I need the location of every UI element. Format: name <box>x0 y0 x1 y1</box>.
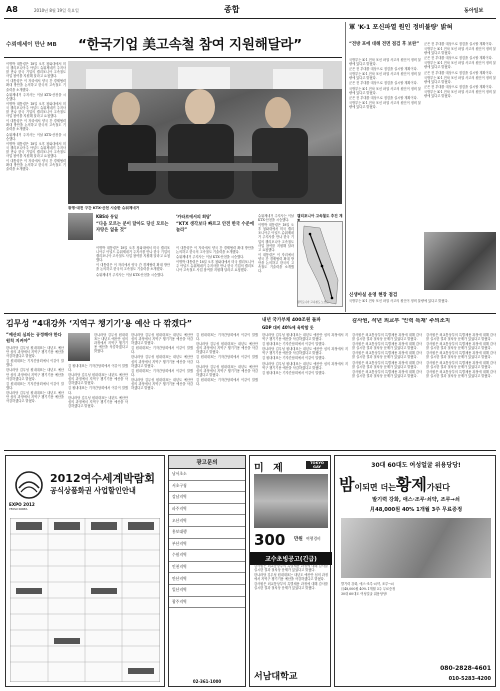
classified-row[interactable] <box>169 585 245 597</box>
misc-photo <box>254 474 328 528</box>
health-big-mid: 이되면 더는 <box>354 483 396 492</box>
mid-left-col1 <box>6 346 64 446</box>
right-caption-body <box>349 299 495 313</box>
classified-phone[interactable]: 02-361-1000 <box>192 679 222 684</box>
right-body-col2-p3: 군은 전 부대를 대상으로 점검을 실시할 계획이다. <box>424 56 493 61</box>
right-photo <box>424 232 496 290</box>
mid-right-col2-p1: 감사원은 외교통상부의 특별채용 과정에 대해 감사를 실시한 결과 절차상 문제가 있었다고 밝혔다. <box>426 333 496 342</box>
lead-body-col3-p1: 이 대통령은 이 자리에서 양국 간 경제협력 확대 방안을 논의하고 한국의 고속철도 기술력을 소개했다. <box>176 246 254 255</box>
classified-row[interactable] <box>169 527 245 539</box>
classified-ads[interactable] <box>168 455 246 687</box>
expo-logo-sub: YEOSU KOREA <box>9 508 28 511</box>
mid-right-col2-p3: 감사원은 외교통상부의 특별채용 과정에 대해 감사를 실시한 결과 절차상 문제가 있었다고 밝혔다. <box>426 351 496 360</box>
lead-body-p1-repeat: 이명박 대통령은 18일 오후 청와대에서 미국 캘리포니아주 아널드 슈워제네거 주지사를 만나 한국 기업의 캘리포니아 고속철도 사업 참여를 지원해 달라고 요청했다. <box>6 101 66 119</box>
quote-1: “다음 모르는 분이 달아도 당신 모르는 자랑은 없을 것” <box>96 222 169 233</box>
mid-right-headline: 감사원, 작년 외교부 '인력 특채' 주의조치 <box>352 318 451 324</box>
portrait-photo <box>68 213 93 240</box>
right-body-col1-p1: 국방부는 K-1 전차 포신 파열 사고의 원인이 정비 불량에 있다고 밝혔다. <box>349 58 421 67</box>
health-photo <box>341 518 491 578</box>
train-interior-illustration <box>68 61 342 204</box>
health-phone[interactable]: 080-2828-4601 <box>440 665 491 672</box>
misc-school: 서남대학교 <box>254 672 298 682</box>
health-price: 月48,000원 40% 1개월 3주 무료증정 <box>369 507 463 513</box>
right-body-col2-p7: 군은 전 부대를 대상으로 점검을 실시할 계획이다. <box>424 84 493 89</box>
right-headline: 軍 'K-1 포신파열 원인 정비불량' 밝혀 <box>349 24 453 31</box>
misc-title: 미 제 <box>254 463 286 474</box>
lead-body-col2 <box>96 246 170 308</box>
misc-price: 300 <box>254 531 286 549</box>
mid-left-col3-p1: 한나라당 김무성 원내대표는 내년도 예산안 심의 과정에서 지역구 챙기기용 예산을 삭감하겠다고 밝혔다. <box>94 333 128 354</box>
classified-row[interactable] <box>169 469 245 481</box>
mid-left-col5 <box>196 333 258 446</box>
mid-mid-body-p6: 김 원내대표는 기자간담회에서 이같이 말했다. <box>262 370 326 375</box>
classified-row[interactable] <box>169 481 245 493</box>
health-body <box>341 582 491 658</box>
lead-headline: “한국기업 美고속철 참여 지원해달라” <box>78 37 302 53</box>
lead-body-col2-p2: 이 대통령은 이 자리에서 양국 간 경제협력 확대 방안을 논의하고 한국의 고속철도 기술력을 소개했다. <box>96 263 170 272</box>
classified-row-label: 오산지역 <box>172 517 187 523</box>
lead-body-p3: 슈워제네거 주지사는 이날 KTX-산천을 시승했다. <box>6 92 66 101</box>
right-subhead: “전방 포에 대해 전면 점검 후 보완” <box>349 42 420 47</box>
classified-row-label: 수원지역 <box>172 552 187 558</box>
misc-ad[interactable] <box>249 455 331 687</box>
mid-left-col4-p4: 김 원내대표는 기자간담회에서 이같이 말했다. <box>131 368 193 377</box>
quote-2: “KTX 생각보다 빠르고 안전 한국 수준에 놀라” <box>176 222 254 233</box>
mid-left-col5-p2: 한나라당 김무성 원내대표는 내년도 예산안 심의 과정에서 지역구 챙기기용 예산을 삭감하겠다고 밝혔다. <box>196 342 258 355</box>
mid-left-col4-p3: 한나라당 김무성 원내대표는 내년도 예산안 심의 과정에서 지역구 챙기기용 예산을 삭감하겠다고 밝혔다. <box>131 355 193 368</box>
health-top: 30대 60대도 여성얼굴 위용당당! <box>371 462 461 469</box>
classified-row[interactable] <box>169 492 245 504</box>
lead-body-p2-repeat2: 이 대통령은 이 자리에서 양국 간 경제협력 확대 방안을 논의하고 한국의 고속철도 기술력을 소개했다. <box>6 159 66 172</box>
classified-row-label: 남서초소 <box>172 471 187 477</box>
mid-left-portrait <box>68 333 90 361</box>
mid-right-col2 <box>426 333 496 446</box>
right-body-col2-p6: 국방부는 K-1 전차 포신 파열 사고의 원인이 정비 불량에 있다고 밝혔다. <box>424 75 496 84</box>
misc-price-note: 여행경비 <box>306 536 321 541</box>
map-title: 캘리포니아 고속철도 추진 계 <box>297 214 343 218</box>
mid-mid-body-p3: 한나라당 김무성 원내대표는 내년도 예산안 심의 과정에서 지역구 챙기기용 예산을 삭감하겠다고 밝혔다. <box>262 347 348 356</box>
quote-box-1 <box>96 222 170 244</box>
page-number: A8 <box>6 5 18 14</box>
expo-logo-text: EXPO 2012 <box>9 502 35 507</box>
mid-left-col4-p2: 김 원내대표는 기자간담회에서 이같이 말했다. <box>131 346 193 355</box>
lead-body-col4 <box>258 214 294 308</box>
mid-left-headline: 김무성 “4대강外 ‘지역구 챙기기’용 예산 다 깎겠다” <box>6 319 192 328</box>
right-body-col2-p4: 국방부는 K-1 전차 포신 파열 사고의 원인이 정비 불량에 있다고 밝혔다. <box>424 61 496 70</box>
classified-row-label: 광주지역 <box>172 598 187 604</box>
lead-kicker: 수뢰예세이 만난 MB <box>6 42 57 48</box>
route-map-illustration <box>298 222 344 308</box>
right-body-col1-p2-repeat: 군은 전 부대를 대상으로 점검을 실시할 계획이다. <box>349 81 418 86</box>
expo-product-grid <box>10 518 160 682</box>
lead-body-col4-p1: 슈워제네거 주지사는 이날 KTX-산천을 시승했다. <box>258 214 294 223</box>
classified-row-label: 부산지역 <box>172 540 187 546</box>
right-body-col2-p1: 군은 전 부대를 대상으로 점검을 실시할 계획이다. <box>424 42 493 46</box>
lead-body-col4-p3: 이 대통령은 이 자리에서 양국 간 경제협력 확대 방안을 논의하고 한국의 고속철도 기술력을 소개했다. <box>258 252 294 274</box>
mid-left-col2-p1: 김 원내대표는 기자간담회에서 이같이 말했다. <box>68 364 128 373</box>
classified-rows <box>169 469 245 608</box>
california-map <box>297 221 343 307</box>
classified-row-label: 파주지역 <box>172 506 187 512</box>
mid-right-col1-p1: 감사원은 외교통상부의 특별채용 과정에 대해 감사를 실시한 결과 절차상 문제가 있었다고 밝혔다. <box>352 333 422 342</box>
box-title: KBS와 동일 <box>96 214 119 219</box>
lead-body-col2-p3: 슈워제네거 주지사는 이날 KTX-산천을 시승했다. <box>96 272 165 277</box>
right-body-col1-p1-repeat2: 국방부는 K-1 전차 포신 파열 사고의 원인이 정비 불량에 있다고 밝혔다. <box>349 86 421 95</box>
classified-row-label: 서초구청 <box>172 482 187 488</box>
mid-rule <box>4 313 496 314</box>
mid-right-col2-p5: 감사원은 외교통상부의 특별채용 과정에 대해 감사를 실시한 결과 절차상 문제가 있었다고 밝혔다. <box>426 369 496 378</box>
lead-body-p1: 이명박 대통령은 18일 오후 청와대에서 미국 캘리포니아주 아널드 슈워제네거 주지사를 만나 한국 기업의 캘리포니아 고속철도 사업 참여를 지원해 달라고 요청했다. <box>6 62 66 79</box>
lead-body-col3-p2: 슈워제네거 주지사는 이날 KTX-산천을 시승했다. <box>176 255 245 260</box>
classified-row[interactable] <box>169 515 245 527</box>
lead-headline-rule <box>4 57 342 58</box>
mid-mid-subhead: GDP 대비 40%에 육박할 듯 <box>262 325 314 330</box>
expo-product-table <box>10 518 160 682</box>
mid-left-col1-p5: 한나라당 김무성 원내대표는 내년도 예산안 심의 과정에서 지역구 챙기기용 예산을 삭감하겠다고 밝혔다. <box>6 390 64 404</box>
expo-title-2: 공식상품화권 사업할인안내 <box>50 486 136 495</box>
mid-right-col1-p4: 감사원은 외교통상부의 특별채용 과정에 대해 감사를 실시한 결과 절차상 문제가 있었다고 밝혔다. <box>352 360 422 369</box>
mid-mid-body-p2: 김 원내대표는 기자간담회에서 이같이 말했다. <box>262 342 326 347</box>
misc-sub: TOKYO GAY <box>306 461 328 469</box>
classified-head: 광고문의 <box>169 456 245 469</box>
health-sub: 발기력 강화, 애스·조루·쇠약, 조루→쇠 <box>372 497 460 503</box>
classified-row-label: 일산지역 <box>172 587 187 593</box>
mid-left-col4-p5: 한나라당 김무성 원내대표는 내년도 예산안 심의 과정에서 지역구 챙기기용 예산을 삭감하겠다고 밝혔다. <box>131 377 193 391</box>
mid-mid-headline: 내년 국가부채 400조원 돌파 <box>262 318 321 323</box>
issue-date: 2010년 8월 19일 목요일 <box>34 8 79 13</box>
misc-body-p2: 한나라당 김무성 원내대표는 내년도 예산안 심의 과정에서 지역구 챙기기용 예산을 삭감하겠다고 밝혔다. <box>254 573 328 582</box>
header-rule <box>4 18 496 19</box>
mid-left-col1-p4: 김 원내대표는 기자간담회에서 이같이 말했다. <box>6 381 64 390</box>
lead-body-col3 <box>176 246 254 308</box>
health-body-p3: 30대 60대도 여성얼굴 위용당당! <box>341 592 388 597</box>
classified-row-label: 홍보대행 <box>172 529 187 535</box>
misc-body-p3: 감사원은 외교통상부의 특별채용 과정에 대해 감사를 실시한 결과 절차상 문제가 있었다고 밝혔다. <box>254 582 328 591</box>
right-body-col1-p2: 군은 전 부대를 대상으로 점검을 실시할 계획이다. <box>349 67 418 72</box>
quote-box-2 <box>176 222 254 244</box>
paper-name: 동아일보 <box>464 8 484 14</box>
health-big-suffix: 황제 <box>395 475 427 494</box>
mid-left-col5-p3: 김 원내대표는 기자간담회에서 이같이 말했다. <box>196 355 258 364</box>
health-tel[interactable]: 010-5283-4200 <box>448 676 491 682</box>
right-body-col1-p1-repeat3: 국방부는 K-1 전차 포신 파열 사고의 원인이 정비 불량에 있다고 밝혔다. <box>349 100 421 109</box>
classified-row-label: 강남지역 <box>172 494 187 500</box>
right-caption-body-p1: 국방부는 K-1 전차 포신 파열 사고의 원인이 정비 불량에 있다고 밝혔다. <box>349 299 449 303</box>
classified-row[interactable] <box>169 539 245 551</box>
ad-top-rule <box>4 450 496 451</box>
misc-body-p1: 감사원은 외교통상부의 특별채용 과정에 대해 감사를 실시한 결과 절차상 문제가 있었다고 밝혔다. <box>254 564 328 573</box>
right-body-col1-p1-repeat: 국방부는 K-1 전차 포신 파열 사고의 원인이 정비 불량에 있다고 밝혔다. <box>349 72 421 81</box>
lead-body-p2: 이 대통령은 이 자리에서 양국 간 경제협력 확대 방안을 논의하고 한국의 고속철도 기술력을 소개했다. <box>6 79 66 92</box>
section-title: 종합 <box>224 5 240 14</box>
lead-body <box>6 62 66 240</box>
expo-title-1: 2012여수세계박람회 <box>50 472 155 485</box>
mid-left-col1-p3: 한나라당 김무성 원내대표는 내년도 예산안 심의 과정에서 지역구 챙기기용 예산을 삭감하겠다고 밝혔다. <box>6 368 64 381</box>
lead-photo-caption: 광명-대전 구간 KTX-산천 시승한 슈워제네거 <box>68 206 140 210</box>
mid-left-col5-p1: 김 원내대표는 기자간담회에서 이같이 말했다. <box>196 333 258 342</box>
lead-body-col4-p2: 이명박 대통령은 18일 오후 청와대에서 미국 캘리포니아주 아널드 슈워제네거 주지사를 만나 한국 기업의 캘리포니아 고속철도 사업 참여를 지원해 달라고 요청했다. <box>258 223 294 252</box>
mid-right-col1-p5: 감사원은 외교통상부의 특별채용 과정에 대해 감사를 실시한 결과 절차상 문제가 있었다고 밝혔다. <box>352 369 422 378</box>
mid-right-col1 <box>352 333 422 446</box>
mid-left-col5-p5: 김 원내대표는 기자간담회에서 이같이 말했다. <box>196 377 258 387</box>
classified-row[interactable] <box>169 550 245 562</box>
right-body-col1 <box>349 58 421 230</box>
mid-left-col2-p4: 한나라당 김무성 원내대표는 내년도 예산안 심의 과정에서 지역구 챙기기용 예산을 삭감하겠다고 밝혔다. <box>68 395 128 408</box>
right-body-col2-p8: 국방부는 K-1 전차 포신 파열 사고의 원인이 정비 불량에 있다고 밝혔다. <box>424 89 496 99</box>
health-big-line <box>339 472 493 495</box>
mid-right-col1-p2: 감사원은 외교통상부의 특별채용 과정에 대해 감사를 실시한 결과 절차상 문제가 있었다고 밝혔다. <box>352 342 422 351</box>
mid-mid-body-p4: 김 원내대표는 기자간담회에서 이같이 말했다. <box>262 356 326 361</box>
map-note: 캘리포니아 고속철도 노선도 <box>297 301 329 304</box>
mid-left-col2 <box>68 364 128 446</box>
mid-left-col1-p2: 김 원내대표는 기자간담회에서 이같이 말했다. <box>6 359 64 368</box>
lead-body-p3-repeat: 슈워제네거 주지사는 이날 KTX-산천을 시승했다. <box>6 132 66 141</box>
classified-row[interactable] <box>169 504 245 516</box>
mid-left-col4 <box>131 333 193 446</box>
mid-mid-body <box>262 333 348 446</box>
health-big-prefix: 밤 <box>339 475 355 494</box>
mid-left-col4-p1: 한나라당 김무성 원내대표는 내년도 예산안 심의 과정에서 지역구 챙기기용 예산을 삭감하겠다고 밝혔다. <box>131 333 193 346</box>
health-body-p2: 月48,000원 40% 1개월 3주 무료증정 <box>341 587 396 592</box>
health-ad[interactable] <box>334 455 496 687</box>
mid-left-subhead: “예산의 심의는 공정해야 한다 원칙 지켜야” <box>6 332 62 343</box>
lead-body-p2-repeat: 이 대통령은 이 자리에서 양국 간 경제협력 확대 방안을 논의하고 한국의 고속철도 기술력을 소개했다. <box>6 119 66 132</box>
lead-photo <box>68 61 342 204</box>
column-divider <box>345 22 346 312</box>
classified-row[interactable] <box>169 597 245 609</box>
classified-row-label: 안산지역 <box>172 575 187 581</box>
expo-logo-icon <box>14 470 44 500</box>
mid-right-col1-p3: 감사원은 외교통상부의 특별채용 과정에 대해 감사를 실시한 결과 절차상 문제가 있었다고 밝혔다. <box>352 351 422 360</box>
mid-left-col3 <box>94 333 128 363</box>
lead-body-p1-repeat2: 이명박 대통령은 18일 오후 청와대에서 미국 캘리포니아주 아널드 슈워제네거 주지사를 만나 한국 기업의 캘리포니아 고속철도 사업 참여를 지원해 달라고 요청했다. <box>6 141 66 158</box>
right-body-col2 <box>424 42 496 230</box>
mid-right-col2-p4: 감사원은 외교통상부의 특별채용 과정에 대해 감사를 실시한 결과 절차상 문제가 있었다고 밝혔다. <box>426 360 496 369</box>
health-body-p1: 발기력 강화, 애스·조루·쇠약, 조루→쇠 <box>341 582 394 586</box>
right-body-col2-p2: 국방부는 K-1 전차 포신 파열 사고의 원인이 정비 불량에 있다고 밝혔다. <box>424 47 496 56</box>
lead-body-col2-p1: 이명박 대통령은 18일 오후 청와대에서 미국 캘리포니아주 아널드 슈워제네거 주지사를 만나 한국 기업의 캘리포니아 고속철도 사업 참여를 지원해 달라고 요청했다. <box>96 246 170 263</box>
expo-ad[interactable] <box>5 455 165 687</box>
mid-mid-body-p1: 한나라당 김무성 원내대표는 내년도 예산안 심의 과정에서 지역구 챙기기용 예산을 삭감하겠다고 밝혔다. <box>262 333 348 342</box>
right-body-col2-p5: 군은 전 부대를 대상으로 점검을 실시할 계획이다. <box>424 70 493 75</box>
mid-left-col2-p2: 한나라당 김무성 원내대표는 내년도 예산안 심의 과정에서 지역구 챙기기용 예산을 삭감하겠다고 밝혔다. <box>68 373 128 386</box>
right-photo-caption: 신생아실 운영 현장 점검 <box>349 293 398 298</box>
mid-left-col2-p3: 김 원내대표는 기자간담회에서 이같이 말했다. <box>68 386 128 395</box>
misc-banner: 교수초빙공고(긴급) <box>250 552 332 565</box>
right-body-col1-p2-repeat2: 군은 전 부대를 대상으로 점검을 실시할 계획이다. <box>349 95 418 100</box>
classified-row[interactable] <box>169 562 245 574</box>
lead-body-col3-p3: 이명박 대통령은 18일 오후 청와대에서 미국 캘리포니아주 아널드 슈워제네거 주지사를 만나 한국 기업의 캘리포니아 고속철도 사업 참여를 지원해 달라고 요청했다. <box>176 260 254 273</box>
mid-left-col1-p1: 한나라당 김무성 원내대표는 내년도 예산안 심의 과정에서 지역구 챙기기용 예산을 삭감하겠다고 밝혔다. <box>6 346 64 359</box>
mid-right-col2-p2: 감사원은 외교통상부의 특별채용 과정에 대해 감사를 실시한 결과 절차상 문제가 있었다고 밝혔다. <box>426 342 496 351</box>
classified-row[interactable] <box>169 573 245 585</box>
box2-label: ‘카타르에서의 회담’ <box>176 214 212 219</box>
mid-mid-body-p5: 한나라당 김무성 원내대표는 내년도 예산안 심의 과정에서 지역구 챙기기용 예산을 삭감하겠다고 밝혔다. <box>262 361 348 370</box>
expo-logo-mark <box>14 470 44 500</box>
misc-price-unit: 만원 <box>294 537 303 542</box>
misc-body <box>254 564 328 668</box>
classified-row-label: 인천지역 <box>172 564 187 570</box>
mid-left-col5-p4: 한나라당 김무성 원내대표는 내년도 예산안 심의 과정에서 지역구 챙기기용 예산을 삭감하겠다고 밝혔다. <box>196 364 258 377</box>
health-big-end: 가된다 <box>426 483 451 492</box>
